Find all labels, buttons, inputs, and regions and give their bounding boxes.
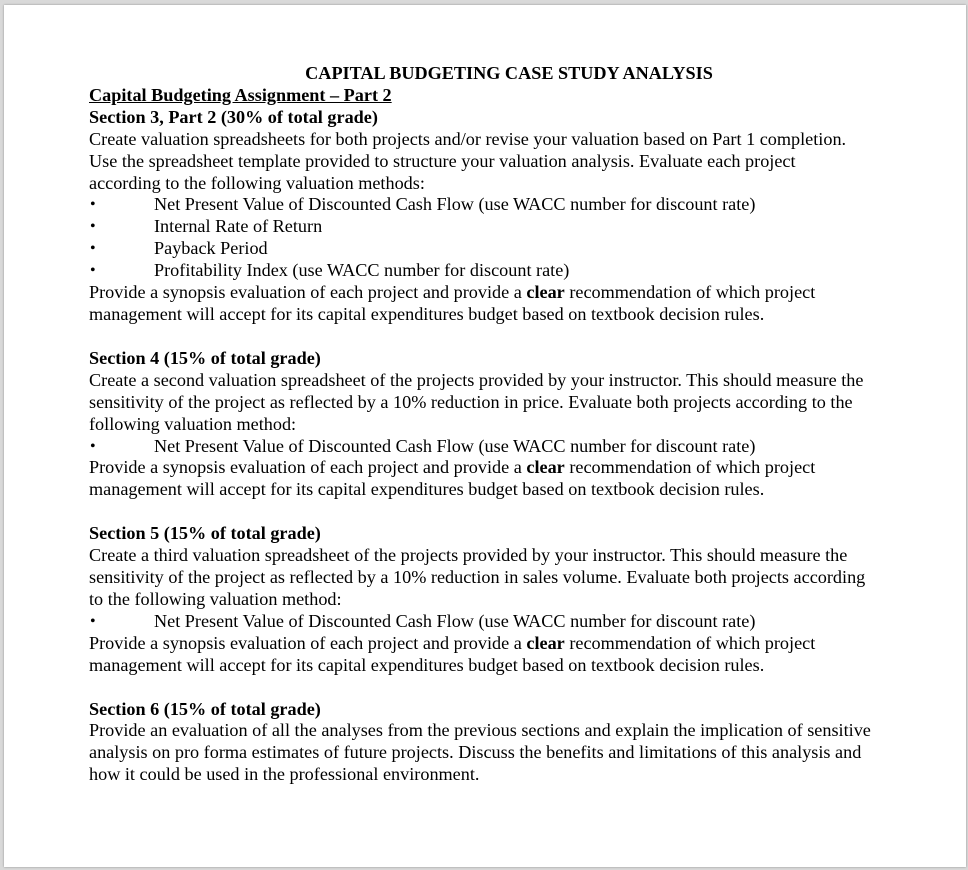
closing-text: Provide a synopsis evaluation of each project and provide a [89, 457, 527, 478]
bullet-item [89, 194, 929, 216]
document-body [89, 63, 929, 786]
bullet-icon: • [90, 437, 96, 455]
bullet-text: Net Present Value of Discounted Cash Flow (use WACC number for discount rate) [154, 194, 756, 215]
closing-line [89, 633, 929, 655]
closing-text: recommendation of which project [564, 632, 816, 653]
paragraph-line: analysis on pro forma estimates of future projects. Discuss the benefits and limitations of this analysis and [89, 742, 862, 763]
closing-line-2: management will accept for its capital expenditures budget based on textbook decision rules. [89, 479, 765, 500]
paragraph-line: Create a second valuation spreadsheet of the projects provided by your instructor. This should measure the [89, 369, 864, 390]
section-heading: Section 5 (15% of total grade) [89, 523, 321, 544]
paragraph-line: Create a third valuation spreadsheet of the projects provided by your instructor. This should measure the [89, 545, 848, 566]
bullet-icon: • [90, 218, 96, 236]
section-4 [89, 348, 929, 501]
emphasis-word: clear [526, 457, 565, 478]
closing-line [89, 457, 929, 479]
bullet-text: Profitability Index (use WACC number for discount rate) [154, 260, 570, 281]
paragraph-line: to the following valuation method: [89, 588, 342, 609]
bullet-text: Net Present Value of Discounted Cash Flow (use WACC number for discount rate) [154, 435, 756, 456]
paragraph-line: how it could be used in the professional environment. [89, 764, 480, 785]
closing-text: recommendation of which project [564, 457, 816, 478]
section-heading: Section 4 (15% of total grade) [89, 347, 321, 368]
closing-text: Provide a synopsis evaluation of each project and provide a [89, 282, 527, 303]
bullet-item [89, 260, 929, 282]
paragraph-line: according to the following valuation methods: [89, 172, 425, 193]
section-3 [89, 107, 929, 326]
closing-line-2: management will accept for its capital expenditures budget based on textbook decision rules. [89, 303, 765, 324]
bullet-icon: • [90, 240, 96, 258]
closing-line [89, 282, 929, 304]
section-6 [89, 699, 929, 787]
bullet-item [89, 436, 929, 458]
paragraph-line: Create valuation spreadsheets for both projects and/or revise your valuation based on Part 1 completion. [89, 128, 847, 149]
bullet-item [89, 238, 929, 260]
bullet-text: Net Present Value of Discounted Cash Flow (use WACC number for discount rate) [154, 610, 756, 631]
section-heading: Section 3, Part 2 (30% of total grade) [89, 106, 378, 127]
bullet-icon: • [90, 262, 96, 280]
bullet-item [89, 216, 929, 238]
emphasis-word: clear [526, 282, 565, 303]
document-subtitle: Capital Budgeting Assignment – Part 2 [89, 84, 392, 105]
bullet-item [89, 611, 929, 633]
closing-text: recommendation of which project [564, 282, 816, 303]
bullet-text: Payback Period [154, 238, 268, 259]
emphasis-word: clear [526, 632, 565, 653]
closing-text: Provide a synopsis evaluation of each project and provide a [89, 632, 527, 653]
bullet-text: Internal Rate of Return [154, 216, 323, 237]
section-5 [89, 523, 929, 676]
paragraph-line: sensitivity of the project as reflected by a 10% reduction in price. Evaluate both projects according to the [89, 391, 853, 412]
paragraph-line: Use the spreadsheet template provided to structure your valuation analysis. Evaluate each project [89, 150, 796, 171]
document-title: CAPITAL BUDGETING CASE STUDY ANALYSIS [305, 63, 713, 83]
paragraph-line: sensitivity of the project as reflected by a 10% reduction in sales volume. Evaluate both projects according [89, 567, 866, 588]
document-page [4, 5, 966, 867]
paragraph-line: following valuation method: [89, 413, 297, 434]
paragraph-line: Provide an evaluation of all the analyses from the previous sections and explain the implication of sensitive [89, 720, 871, 741]
bullet-icon: • [90, 196, 96, 214]
closing-line-2: management will accept for its capital expenditures budget based on textbook decision rules. [89, 654, 765, 675]
bullet-icon: • [90, 612, 96, 630]
section-heading: Section 6 (15% of total grade) [89, 698, 321, 719]
